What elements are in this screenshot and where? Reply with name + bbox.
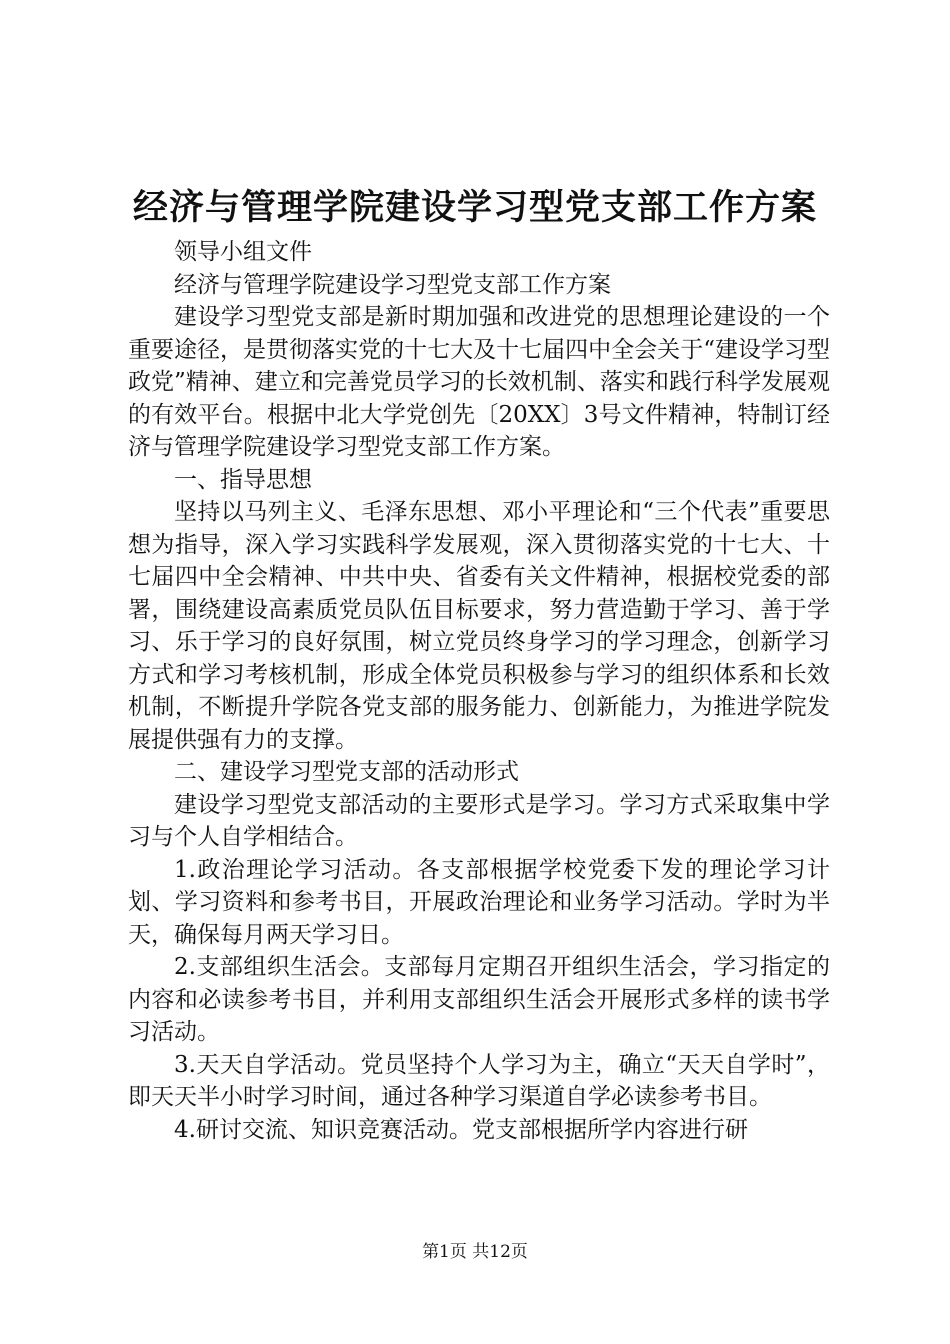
paragraph-item-1: 1.政治理论学习活动。各支部根据学校党委下发的理论学习计划、学习资料和参考书目，开展政治理论和业务学习活动。学时为半天，确保每月两天学习日。 bbox=[128, 856, 830, 948]
document-body bbox=[128, 236, 830, 1146]
page-footer: 第1页 共12页 bbox=[422, 1242, 528, 1262]
paragraph-item-2: 2.支部组织生活会。支部每月定期召开组织生活会，学习指定的内容和必读参考书目，并利用支部组织生活会开展形式多样的读书学习活动。 bbox=[128, 954, 830, 1045]
paragraph-guiding-ideology: 坚持以马列主义、毛泽东思想、邓小平理论和“三个代表”重要思想为指导，深入学习实践科学发展观，深入贯彻落实党的十七大、十七届四中全会精神、中共中央、省委有关文件精神，根据校党委的部署，围绕建设高素质党员队伍目标要求，努力营造勤于学习、善于学习、乐于学习的良好氛围，树立党员终身学习的学习理念，创新学习方式和学习考核机制，形成全体党员积极参与学习的组织体系和长效机制，不断提升学院各党支部的服务能力、创新能力，为推进学院发展提供强有力的支撑。 bbox=[128, 499, 830, 753]
paragraph-issuer: 领导小组文件 bbox=[174, 239, 312, 265]
paragraph-activity-forms: 建设学习型党支部活动的主要形式是学习。学习方式采取集中学习与个人自学相结合。 bbox=[128, 791, 830, 850]
heading-activity-forms: 二、建设学习型党支部的活动形式 bbox=[174, 759, 519, 785]
paragraph-subtitle: 经济与管理学院建设学习型党支部工作方案 bbox=[174, 271, 611, 298]
paragraph-item-3: 3.天天自学活动。党员坚持个人学习为主，确立“天天自学时”，即天天半小时学习时间，通过各种学习渠道自学必读参考书目。 bbox=[128, 1051, 830, 1110]
paragraph-item-4: 4.研讨交流、知识竞赛活动。党支部根据所学内容进行研 bbox=[174, 1116, 748, 1143]
document-title: 经济与管理学院建设学习型党支部工作方案 bbox=[132, 187, 817, 228]
paragraph-intro: 建设学习型党支部是新时期加强和改进党的思想理论建设的一个重要途径，是贯彻落实党的十七大及十七届四中全会关于“建设学习型政党”精神、建立和完善党员学习的长效机制、落实和践行科学发展观的有效平台。根据中北大学党创先〔20XX〕3号文件精神，特制订经济与管理学院建设学习型党支部工作方案。 bbox=[128, 304, 830, 460]
heading-guiding-ideology: 一、指导思想 bbox=[174, 466, 312, 493]
